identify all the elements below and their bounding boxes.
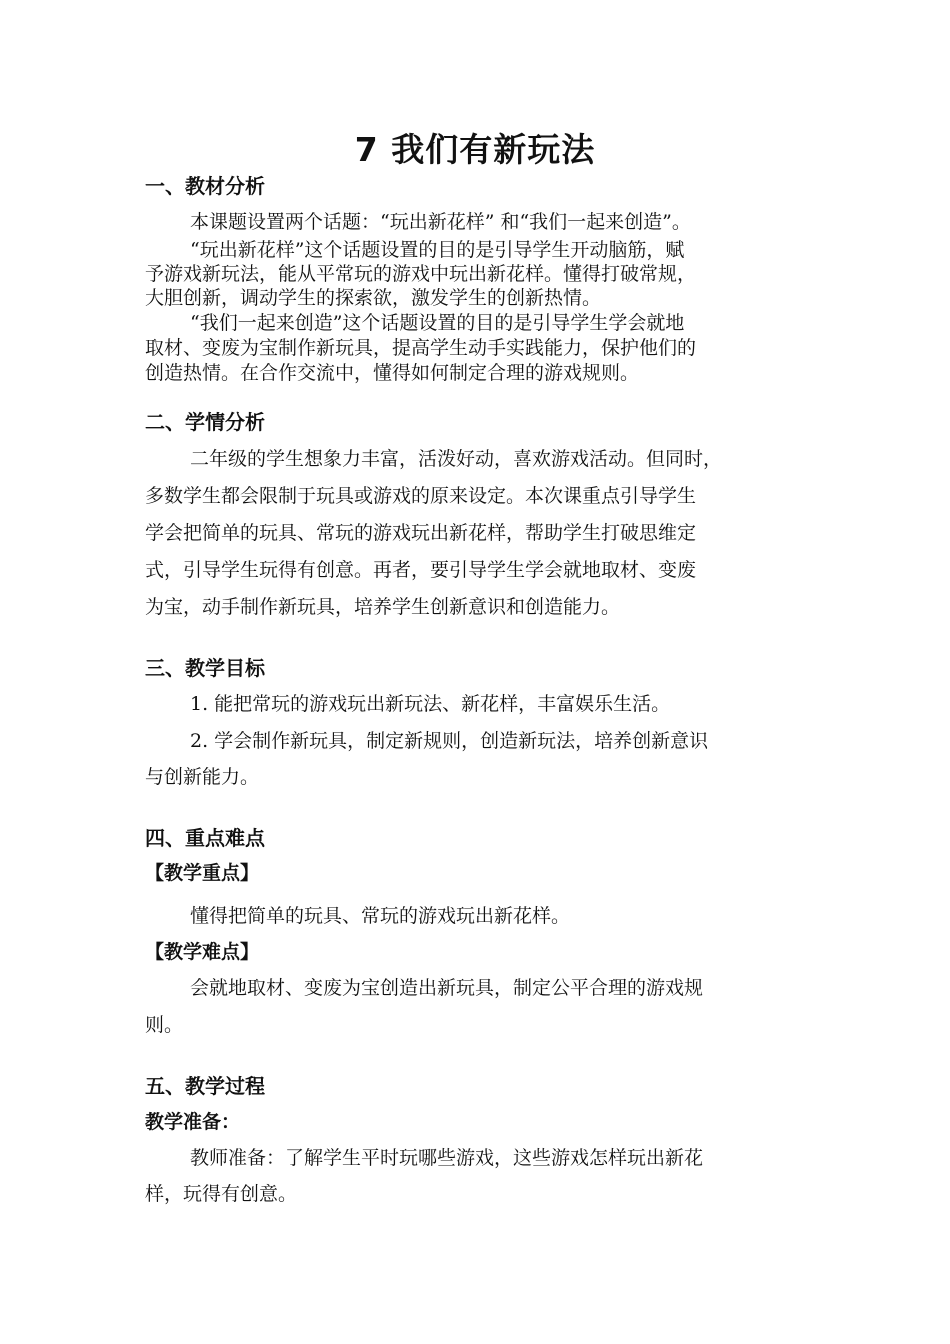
paragraph-line: 本课题设置两个话题：“玩出新花样” 和“我们一起来创造”。 (190, 211, 691, 233)
key-points-label: 【教学重点】 (145, 862, 260, 884)
paragraph-line: 予游戏新玩法，能从平常玩的游戏中玩出新花样。懂得打破常规， (145, 263, 697, 285)
paragraph-line: 多数学生都会限制于玩具或游戏的原来设定。本次课重点引导学生 (145, 485, 697, 507)
paragraph-line: “玩出新花样”这个话题设置的目的是引导学生开动脑筋，赋 (190, 239, 685, 261)
paragraph-line: 创造热情。在合作交流中，懂得如何制定合理的游戏规则。 (145, 362, 640, 384)
paragraph-line: 二年级的学生想象力丰富，活泼好动，喜欢游戏活动。但同时， (190, 448, 723, 470)
objective-line: 1. 能把常玩的游戏玩出新玩法、新花样，丰富娱乐生活。 (190, 693, 671, 715)
paragraph-line: “我们一起来创造”这个话题设置的目的是引导学生学会就地 (190, 312, 685, 334)
paragraph-line: 式，引导学生玩得有创意。再者，要引导学生学会就地取材、变废 (145, 559, 697, 581)
paragraph-line: 学会把简单的玩具、常玩的游戏玩出新花样，帮助学生打破思维定 (145, 522, 697, 544)
objective-line: 2. 学会制作新玩具，制定新规则，创造新玩法，培养创新意识 (190, 730, 709, 752)
section-heading-teaching-process: 五、教学过程 (145, 1074, 265, 1098)
difficult-points-label: 【教学难点】 (145, 941, 260, 963)
section-heading-student-analysis: 二、学情分析 (145, 410, 265, 434)
objective-line: 与创新能力。 (145, 766, 260, 788)
section-heading-textbook-analysis: 一、教材分析 (145, 174, 265, 198)
paragraph-line: 会就地取材、变废为宝创造出新玩具，制定公平合理的游戏规 (190, 977, 704, 999)
paragraph-line: 教师准备：了解学生平时玩哪些游戏，这些游戏怎样玩出新花 (190, 1147, 704, 1169)
paragraph-line: 样，玩得有创意。 (145, 1183, 298, 1205)
document-title: 7 我们有新玩法 (354, 130, 596, 169)
teaching-preparation-label: 教学准备： (145, 1111, 241, 1133)
paragraph-line: 取材、变废为宝制作新玩具，提高学生动手实践能力，保护他们的 (145, 337, 697, 359)
section-heading-key-difficulties: 四、重点难点 (145, 826, 265, 850)
section-heading-teaching-objectives: 三、教学目标 (145, 656, 265, 680)
paragraph-line: 大胆创新，调动学生的探索欲，激发学生的创新热情。 (145, 287, 602, 309)
paragraph-line: 为宝，动手制作新玩具，培养学生创新意识和创造能力。 (145, 596, 621, 618)
paragraph-line: 则。 (145, 1014, 184, 1036)
paragraph-line: 懂得把简单的玩具、常玩的游戏玩出新花样。 (190, 905, 571, 927)
